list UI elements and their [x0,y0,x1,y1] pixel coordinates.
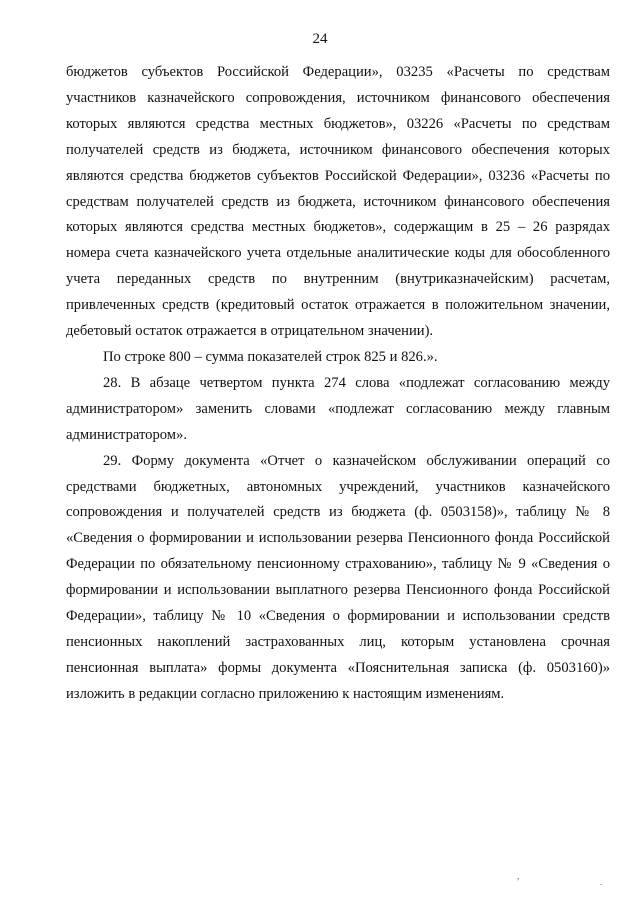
page-number: 24 [312,31,328,47]
scan-speck-mark: . [600,877,603,887]
paragraph-item-29: 29. Форму документа «Отчет о казначейском обслуживании операций со средствами бюджетных, автономных учреждений, участников казначейского сопровождения и получателей средств из бюджета (ф. 0503158)», таблицу № 8 «Сведения о формировании и использовании резерва Пенсионного фонда Российской Федерации по обязательному пенсионному страхованию», таблицу № 9 «Сведения о формировании и использовании выплатного резерва Пенсионного фонда Российской Федерации», таблицу № 10 «Сведения о формировании и использовании средств пенсионных накоплений застрахованных лиц, которым установлена срочная пенсионная выплата» формы документа «Пояснительная записка (ф. 0503160)» изложить в редакции согласно приложению к настоящим изменениям. [66,452,610,702]
paragraph-line-800: По строке 800 – сумма показателей строк 825 и 826.». [103,348,438,365]
document-body [66,60,610,708]
paragraph-item-28: 28. В абзаце четвертом пункта 274 слова «подлежат согласованию между администратором» заменить словами «подлежат согласованию между главным администратором». [66,374,610,443]
scan-speck-mark: , [517,871,520,881]
paragraph-continuation: бюджетов субъектов Российской Федерации», 03235 «Расчеты по средствам участников казначейского сопровождения, источником финансового обеспечения которых являются средства местных бюджетов», 03226 «Расчеты по средствам получателей средств из бюджета, источником финансового обеспечения которых являются средства бюджетов субъектов Российской Федерации», 03236 «Расчеты по средствам получателей средств из бюджета, источником финансового обеспечения которых являются средства местных бюджетов», содержащим в 25 – 26 разрядах номера счета казначейского учета отдельные аналитические коды для обособленного учета переданных средств по внутренним (внутриказначейским) расчетам, привлеченных средств (кредитовый остаток отражается в положительном значении, дебетовый остаток отражается в отрицательном значении). [66,64,610,340]
